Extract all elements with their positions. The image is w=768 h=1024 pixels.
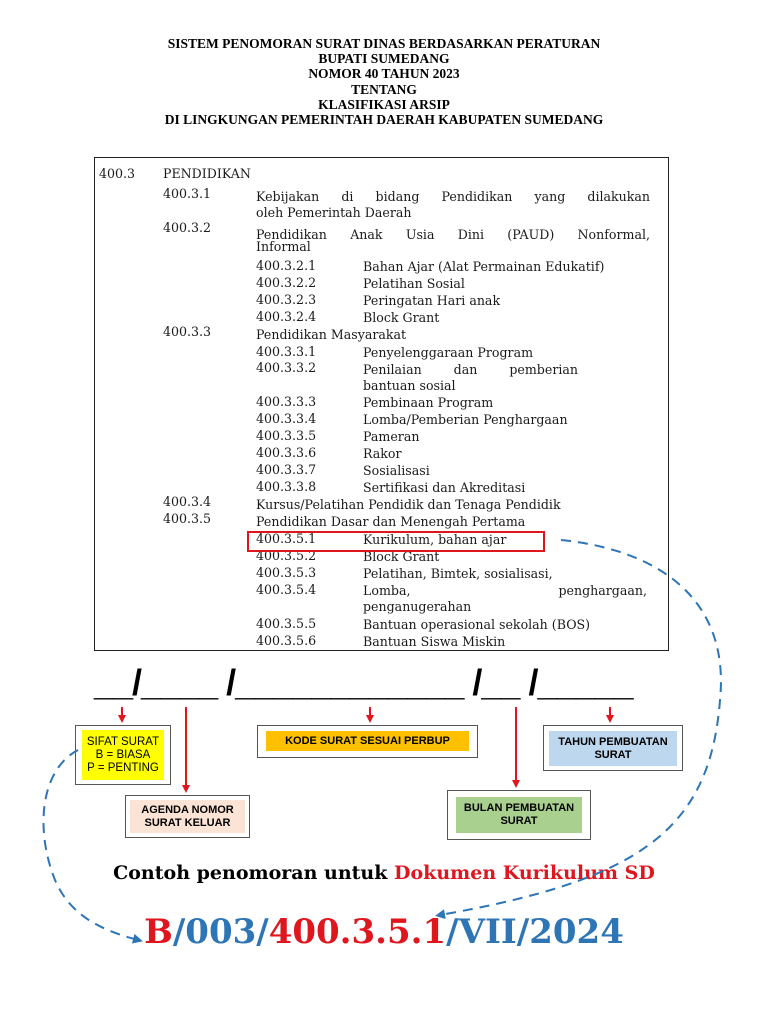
row-code: 400.3.3 (163, 324, 212, 339)
row-text: Pendidikan Anak Usia Dini (PAUD) Nonformal, (256, 227, 650, 242)
row-text-highlighted: Kurikulum, bahan ajar (363, 532, 507, 547)
row-code: 400.3.5.5 (256, 616, 317, 631)
row-text: Pendidikan Dasar dan Menengah Pertama (256, 514, 526, 529)
row-text: Bahan Ajar (Alat Permainan Edukatif) (363, 259, 605, 274)
row-text: Pameran (363, 429, 420, 444)
row-text: Rakor (363, 446, 402, 461)
row-code: 400.3.3.8 (256, 479, 317, 494)
row-code: 400.3.5.3 (256, 565, 317, 580)
dashed-arrow-kode (440, 540, 721, 915)
row-code: 400.3.3.5 (256, 428, 317, 443)
row-code: 400.3.2.3 (256, 292, 317, 307)
row-code: 400.3.3.7 (256, 462, 317, 477)
row-text: Penyelenggaraan Program (363, 345, 534, 360)
row-code: 400.3.5.4 (256, 582, 317, 597)
caption-highlight: Dokumen Kurikulum SD (394, 862, 655, 884)
row-code: 400.3.2.1 (256, 258, 317, 273)
row-text: Lomba/Pemberian Penghargaan (363, 412, 568, 427)
title-line-6: DI LINGKUNGAN PEMERINTAH DAERAH KABUPATEN SUMEDANG (164, 112, 604, 128)
sifat-title: SIFAT SURAT (86, 735, 160, 748)
row-code: 400.3.2.4 (256, 309, 317, 324)
row-text: Kursus/Pelatihan Pendidik dan Tenaga Pendidik (256, 497, 561, 512)
example-slash: / (172, 912, 186, 952)
sifat-line-b: B = BIASA (95, 748, 151, 761)
row-text: Bantuan Siswa Miskin (363, 634, 506, 649)
row-code: 400.3.5 (163, 511, 212, 526)
row-text: Kebijakan di bidang Pendidikan yang dilakukan (256, 189, 650, 204)
row-code: 400.3.5.6 (256, 633, 317, 648)
row-text-cont: penganugerahan (363, 599, 472, 614)
title-line-5: KLASIFIKASI ARSIP (318, 96, 450, 112)
row-text: Pendidikan Masyarakat (256, 327, 407, 342)
title-line-1: SISTEM PENOMORAN SURAT DINAS BERDASARKAN PERATURAN (167, 36, 601, 51)
row-code: 400.3.3.2 (256, 360, 317, 375)
row-text: Sertifikasi dan Akreditasi (363, 480, 526, 495)
class-title: PENDIDIKAN (163, 166, 251, 181)
agenda-line-1: AGENDA NOMOR (141, 803, 234, 816)
example-kode: 400.3.5.1 (268, 912, 447, 952)
row-code: 400.3.3.1 (256, 344, 317, 359)
row-code-highlighted: 400.3.5.1 (256, 531, 317, 546)
row-text: Pelatihan, Bimtek, sosialisasi, (363, 566, 553, 581)
row-code: 400.3.3.4 (256, 411, 317, 426)
caption-prefix: Contoh penomoran untuk (113, 862, 395, 884)
row-text: Penilaian dan pemberian (363, 362, 578, 377)
row-code: 400.3.3.3 (256, 394, 317, 409)
row-code: 400.3.4 (163, 494, 212, 509)
title-line-2: BUPATI SUMEDANG (318, 51, 450, 67)
row-text: Sosialisasi (363, 463, 430, 478)
row-text: Pembinaan Program (363, 395, 494, 410)
sifat-line-p: P = PENTING (87, 761, 159, 774)
example-agenda: 003 (185, 912, 257, 952)
example-bulan: VII (458, 912, 517, 952)
row-text: Bantuan operasional sekolah (BOS) (363, 617, 591, 632)
example-slash: / (516, 912, 530, 952)
row-text: Lomba, penghargaan, (363, 583, 647, 598)
example-slash: / (256, 912, 269, 952)
example-slash: / (446, 912, 459, 952)
title-line-3: NOMOR 40 TAHUN 2023 (308, 66, 460, 82)
row-text: Block Grant (363, 310, 440, 325)
example-sifat: B (144, 912, 173, 952)
row-text: Block Grant (363, 549, 440, 564)
bulan-line-2: SURAT (500, 815, 538, 827)
number-format-template: __/____ /____________ /__ /_____ (94, 662, 633, 703)
row-text: Pelatihan Sosial (363, 276, 465, 291)
tahun-line-1: TAHUN PEMBUATAN (558, 735, 668, 748)
row-text: Peringatan Hari anak (363, 293, 501, 308)
row-code: 400.3.2 (163, 220, 212, 235)
kode-line: KODE SURAT SESUAI PERBUP (285, 734, 450, 747)
title-line-4: TENTANG (351, 81, 417, 97)
class-code: 400.3 (99, 166, 136, 181)
row-code: 400.3.3.6 (256, 445, 317, 460)
row-code: 400.3.1 (163, 186, 212, 201)
bulan-line-1: BULAN PEMBUATAN (463, 802, 575, 814)
example-tahun: 2024 (529, 912, 624, 952)
row-text-cont: Informal (256, 239, 311, 254)
dashed-arrow-sifat (43, 750, 138, 940)
row-code: 400.3.2.2 (256, 275, 317, 290)
tahun-line-2: SURAT (594, 748, 632, 761)
row-text-cont: bantuan sosial (363, 378, 456, 393)
row-code: 400.3.5.2 (256, 548, 317, 563)
row-text-cont: oleh Pemerintah Daerah (256, 205, 412, 220)
agenda-line-2: SURAT KELUAR (144, 816, 231, 829)
